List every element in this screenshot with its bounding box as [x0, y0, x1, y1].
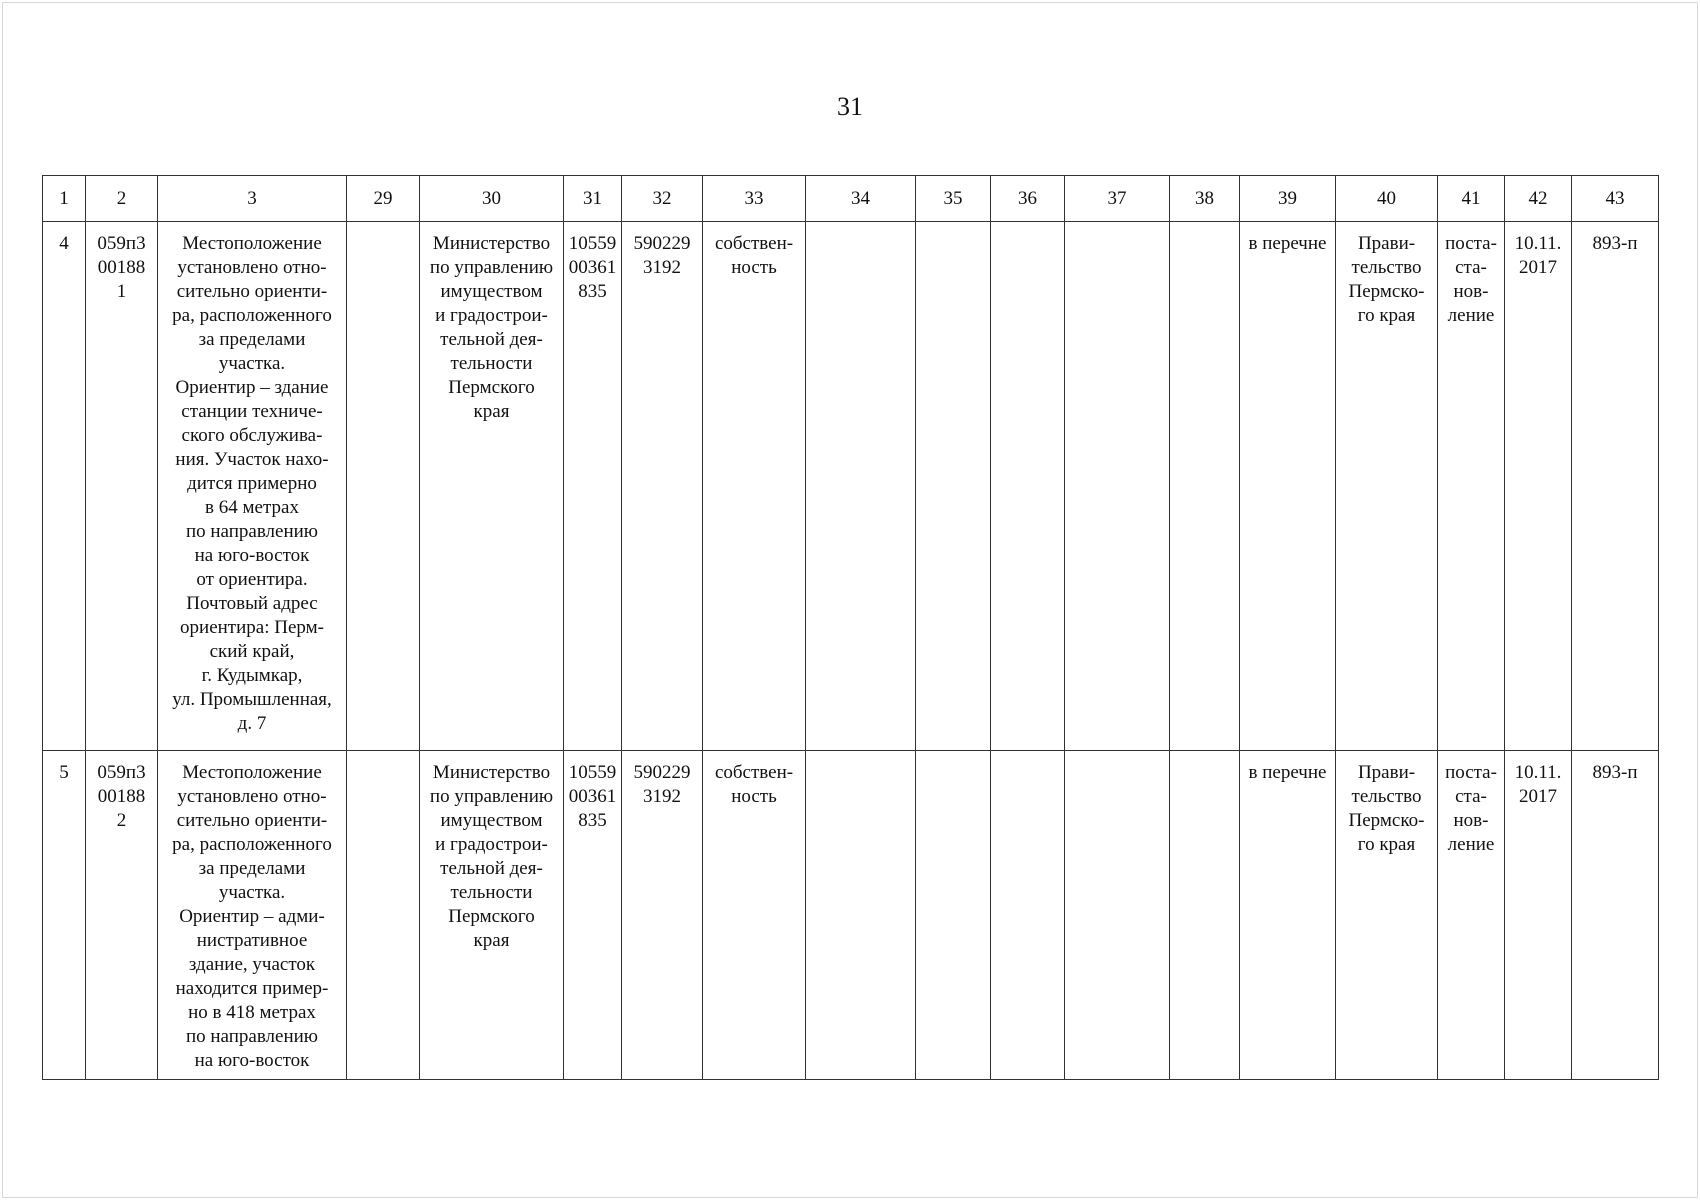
- cell-text-line: Пермского: [448, 906, 535, 927]
- cell-text-line: края: [473, 930, 510, 951]
- cell-text-line: 835: [578, 810, 607, 831]
- cell-text-line: 1: [116, 281, 127, 302]
- table-cell: [1572, 222, 1659, 751]
- cell-text-line: Министерство: [432, 233, 551, 254]
- table-cell: [347, 751, 420, 1080]
- cell-text-line: 835: [578, 281, 607, 302]
- cell-text-line: ния. Участок нахо-: [175, 449, 329, 470]
- cell-text-line: Прави-: [1357, 762, 1416, 783]
- table-cell: [1505, 751, 1572, 1080]
- cell-text-line: Пермского: [448, 377, 535, 398]
- table-row: [43, 751, 1659, 1080]
- cell-text-line: го края: [1357, 305, 1416, 326]
- cell-text-line: по направлению: [185, 1026, 319, 1047]
- cell-text-line: имуществом: [440, 810, 543, 831]
- cell-text-line: ского обслужива-: [181, 425, 323, 446]
- cell-text-line: г. Кудымкар,: [201, 665, 303, 686]
- cell-text-line: по направлению: [185, 521, 319, 542]
- cell-text-line: 2017: [1519, 257, 1557, 278]
- cell-text-line: 00361: [568, 786, 617, 807]
- cell-text-line: на юго-восток: [194, 545, 310, 566]
- cell-text-line: 00188: [97, 257, 146, 278]
- cell-text-line: и градострои-: [435, 834, 548, 855]
- cell-text-line: ра, расположенного: [172, 834, 332, 855]
- cell-text-line: 893-п: [1592, 233, 1638, 254]
- cell-text-line: Почтовый адрес: [186, 593, 318, 614]
- cell-text-line: Министерство: [432, 762, 551, 783]
- cell-text-line: 3192: [643, 786, 681, 807]
- column-header: 1: [43, 176, 86, 222]
- cell-text-line: в 64 метрах: [205, 497, 299, 518]
- table-cell: [158, 222, 347, 751]
- table-cell: [1170, 222, 1240, 751]
- cell-text-line: собствен-: [714, 233, 794, 254]
- cell-text-line: ление: [1447, 305, 1495, 326]
- column-header: 43: [1572, 176, 1659, 222]
- cell-text-line: сительно ориенти-: [176, 281, 328, 302]
- table-cell: [806, 222, 916, 751]
- cell-text-line: Пермско-: [1348, 281, 1425, 302]
- cell-text-line: сительно ориенти-: [176, 810, 328, 831]
- cell-text-line: и градострои-: [435, 305, 548, 326]
- cell-text-line: собствен-: [714, 762, 794, 783]
- cell-text-line: ский край,: [209, 641, 295, 662]
- cell-text-line: 5: [59, 762, 69, 783]
- table-cell: [806, 751, 916, 1080]
- cell-text-line: Местоположение: [182, 762, 322, 783]
- cell-text-line: ста-: [1455, 786, 1487, 807]
- cell-text-line: 00361: [568, 257, 617, 278]
- cell-text-line: тельной дея-: [440, 858, 543, 879]
- table-cell: [1240, 751, 1336, 1080]
- table-cell: [622, 751, 703, 1080]
- cell-text-line: ста-: [1455, 257, 1487, 278]
- cell-text-line: установлено отно-: [177, 257, 327, 278]
- table-cell: [86, 751, 158, 1080]
- cell-text-line: тельство: [1351, 257, 1422, 278]
- cell-text-line: ра, расположенного: [172, 305, 332, 326]
- cell-text-line: за пределами: [198, 329, 306, 350]
- cell-text-line: 10.11.: [1514, 233, 1562, 254]
- cell-text-line: 2: [116, 810, 127, 831]
- table-cell: [43, 751, 86, 1080]
- column-header: 34: [806, 176, 916, 222]
- table-cell: [703, 751, 806, 1080]
- table-cell: [158, 751, 347, 1080]
- table-cell: [916, 751, 991, 1080]
- cell-text-line: 059п3: [97, 762, 146, 783]
- table-cell: [1336, 222, 1438, 751]
- column-header: 2: [86, 176, 158, 222]
- table-cell: [1438, 222, 1505, 751]
- cell-text-line: го края: [1357, 834, 1416, 855]
- table-cell: [1240, 222, 1336, 751]
- cell-text-line: Пермско-: [1348, 810, 1425, 831]
- column-header: 42: [1505, 176, 1572, 222]
- table-cell: [1065, 751, 1170, 1080]
- table-cell: [1438, 751, 1505, 1080]
- cell-text-line: ул. Промышленная,: [172, 689, 332, 710]
- cell-text-line: ность: [731, 257, 777, 278]
- table-cell: [564, 751, 622, 1080]
- column-header: 33: [703, 176, 806, 222]
- table-cell: [1505, 222, 1572, 751]
- table-cell: [703, 222, 806, 751]
- column-header: 32: [622, 176, 703, 222]
- cell-text-line: тельности: [450, 353, 533, 374]
- table-cell: [1572, 751, 1659, 1080]
- cell-text-line: за пределами: [198, 858, 306, 879]
- table-cell: [564, 222, 622, 751]
- table-cell: [1065, 222, 1170, 751]
- cell-text-line: 10559: [568, 233, 617, 254]
- cell-text-line: Прави-: [1357, 233, 1416, 254]
- cell-text-line: участка.: [218, 353, 286, 374]
- column-header: 29: [347, 176, 420, 222]
- table-cell: [1336, 751, 1438, 1080]
- column-header: 41: [1438, 176, 1505, 222]
- cell-text-line: на юго-восток: [194, 1050, 310, 1071]
- cell-text-line: поста-: [1445, 762, 1497, 783]
- column-header: 35: [916, 176, 991, 222]
- column-header: 36: [991, 176, 1065, 222]
- cell-text-line: нистративное: [196, 930, 308, 951]
- cell-text-line: 10.11.: [1514, 762, 1562, 783]
- table-cell: [916, 222, 991, 751]
- cell-text-line: Местоположение: [182, 233, 322, 254]
- table-cell: [1170, 751, 1240, 1080]
- cell-text-line: но в 418 метрах: [188, 1002, 316, 1023]
- table-cell: [347, 222, 420, 751]
- cell-text-line: тельности: [450, 882, 533, 903]
- table-row: [43, 222, 1659, 751]
- cell-text-line: 2017: [1519, 786, 1557, 807]
- column-header: 38: [1170, 176, 1240, 222]
- cell-text-line: Ориентир – адми-: [179, 906, 325, 927]
- table-cell: [420, 751, 564, 1080]
- cell-text-line: поста-: [1445, 233, 1497, 254]
- cell-text-line: тельной дея-: [440, 329, 543, 350]
- cell-text-line: в перечне: [1248, 762, 1327, 783]
- column-header: 40: [1336, 176, 1438, 222]
- cell-text-line: по управлению: [429, 786, 554, 807]
- column-header: 3: [158, 176, 347, 222]
- column-number-row: [43, 176, 1659, 222]
- table-cell: [420, 222, 564, 751]
- cell-text-line: от ориентира.: [196, 569, 308, 590]
- cell-text-line: 059п3: [97, 233, 146, 254]
- cell-text-line: д. 7: [237, 713, 267, 734]
- table-cell: [991, 222, 1065, 751]
- cell-text-line: ление: [1447, 834, 1495, 855]
- column-header: 31: [564, 176, 622, 222]
- register-table: [42, 175, 1659, 1080]
- column-header: 30: [420, 176, 564, 222]
- cell-text-line: тельство: [1351, 786, 1422, 807]
- table-cell: [43, 222, 86, 751]
- cell-text-line: 4: [59, 233, 69, 254]
- cell-text-line: по управлению: [429, 257, 554, 278]
- table-cell: [991, 751, 1065, 1080]
- cell-text-line: 10559: [568, 762, 617, 783]
- column-header: 37: [1065, 176, 1170, 222]
- cell-text-line: нов-: [1453, 810, 1489, 831]
- cell-text-line: 3192: [643, 257, 681, 278]
- cell-text-line: здание, участок: [188, 954, 316, 975]
- cell-text-line: имуществом: [440, 281, 543, 302]
- page-number: 31: [837, 92, 863, 121]
- cell-text-line: ориентира: Перм-: [180, 617, 324, 638]
- column-header: 39: [1240, 176, 1336, 222]
- cell-text-line: в перечне: [1248, 233, 1327, 254]
- cell-text-line: участка.: [218, 882, 286, 903]
- cell-text-line: дится примерно: [187, 473, 317, 494]
- cell-text-line: 00188: [97, 786, 146, 807]
- table-cell: [622, 222, 703, 751]
- cell-text-line: нов-: [1453, 281, 1489, 302]
- cell-text-line: 590229: [633, 762, 691, 783]
- cell-text-line: 893-п: [1592, 762, 1638, 783]
- cell-text-line: края: [473, 401, 510, 422]
- cell-text-line: находится пример-: [175, 978, 329, 999]
- cell-text-line: станции техниче-: [181, 401, 323, 422]
- cell-text-line: Ориентир – здание: [175, 377, 329, 398]
- cell-text-line: 590229: [633, 233, 691, 254]
- table-cell: [86, 222, 158, 751]
- cell-text-line: ность: [731, 786, 777, 807]
- cell-text-line: установлено отно-: [177, 786, 327, 807]
